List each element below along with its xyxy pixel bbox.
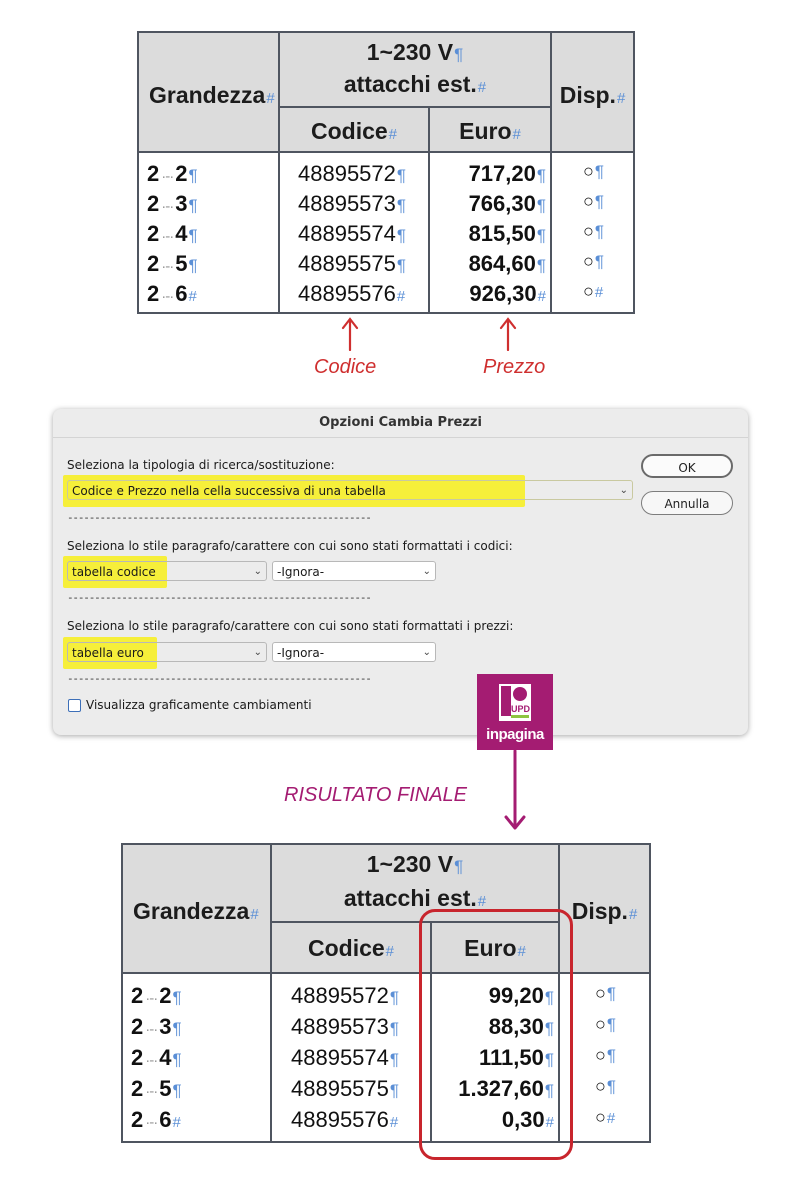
header-grandezza: Grandezza#: [149, 82, 275, 108]
code-cell: 48895572¶: [298, 161, 407, 186]
code-cell: 48895573¶: [298, 191, 407, 216]
availability-circle: ○¶: [595, 1014, 617, 1034]
annotation-codice: Codice: [314, 356, 377, 378]
price-cell: 1.327,60¶: [458, 1076, 554, 1101]
logo-text: inpagina: [486, 726, 544, 743]
code-cell: 48895575¶: [298, 251, 407, 276]
cancel-button[interactable]: Annulla: [641, 491, 733, 515]
price-cell: 766,30¶: [468, 191, 546, 216]
price-cell: 0,30#: [501, 1107, 554, 1132]
code-cell: 48895576#: [291, 1107, 399, 1132]
dialog-title: Opzioni Cambia Prezzi: [53, 409, 748, 438]
price-cell: 926,30#: [469, 281, 546, 306]
arrow-up-icon: [498, 317, 518, 351]
table-row: 2 ·-·6#: [131, 1107, 181, 1132]
code-cell: 48895572¶: [291, 983, 400, 1008]
header-attacchi: attacchi est.#: [343, 885, 487, 911]
availability-circle: ○¶: [595, 983, 617, 1003]
chevron-down-icon: ⌄: [253, 566, 262, 577]
header-disp: Disp.#: [559, 82, 626, 108]
header-codice: Codice#: [310, 118, 398, 144]
show-changes-label: Visualizza graficamente cambiamenti: [86, 698, 312, 712]
table-row: 2 ·-·3¶: [131, 1014, 182, 1039]
prices-style-select[interactable]: tabella euro ⌄: [67, 642, 267, 662]
availability-circle: ○¶: [583, 191, 605, 211]
search-type-select[interactable]: Codice e Prezzo nella cella successiva di una tabella ⌄: [67, 480, 633, 500]
codes-char-style-select[interactable]: -Ignora- ⌄: [272, 561, 436, 581]
header-disp: Disp.#: [571, 898, 638, 924]
price-cell: 111,50¶: [478, 1045, 554, 1070]
header-euro: Euro#: [459, 118, 521, 144]
availability-circle: ○¶: [583, 161, 605, 181]
table-row: 2 ·-·4¶: [147, 221, 198, 246]
table-row: 2 ·-·4¶: [131, 1045, 182, 1070]
header-codice: Codice#: [307, 935, 395, 961]
inpagina-logo: UPD inpagina: [477, 674, 553, 750]
chevron-down-icon: ⌄: [253, 647, 262, 658]
codes-style-label: Seleziona lo stile paragrafo/carattere con cui sono stati formattati i codici:: [67, 539, 513, 553]
search-type-label: Seleziona la tipologia di ricerca/sostituzione:: [67, 458, 335, 472]
code-cell: 48895573¶: [291, 1014, 400, 1039]
separator: --------------------------------------------------------: [67, 591, 371, 604]
table-row: 2 ·-·3¶: [147, 191, 198, 216]
code-cell: 48895576#: [298, 281, 406, 306]
arrow-down-icon: [503, 750, 527, 832]
availability-circle: ○¶: [595, 1076, 617, 1096]
codes-style-select[interactable]: tabella codice ⌄: [67, 561, 267, 581]
annotation-prezzo: Prezzo: [483, 356, 546, 378]
chevron-down-icon: ⌄: [619, 485, 628, 496]
euro-column-highlight: [419, 909, 573, 1160]
table-row: 2 ·-·5¶: [147, 251, 198, 276]
availability-circle: ○#: [583, 281, 604, 301]
chevron-down-icon: ⌄: [422, 566, 431, 577]
price-cell: 88,30¶: [488, 1014, 554, 1039]
availability-circle: ○#: [595, 1107, 616, 1127]
price-cell: 864,60¶: [468, 251, 546, 276]
code-cell: 48895574¶: [298, 221, 407, 246]
separator: --------------------------------------------------------: [67, 511, 371, 524]
original-price-table: [137, 31, 635, 314]
table-row: 2 ·-·6#: [147, 281, 197, 306]
separator: --------------------------------------------------------: [67, 672, 371, 685]
chevron-down-icon: ⌄: [422, 647, 431, 658]
arrow-up-icon: [340, 317, 360, 351]
prices-style-label: Seleziona lo stile paragrafo/carattere con cui sono stati formattati i prezzi:: [67, 619, 514, 633]
header-voltage: 1~230 V¶: [366, 39, 464, 65]
table-row: 2 ·-·5¶: [131, 1076, 182, 1101]
ok-button[interactable]: OK: [641, 454, 733, 478]
availability-circle: ○¶: [583, 251, 605, 271]
price-cell: 815,50¶: [468, 221, 546, 246]
price-cell: 717,20¶: [468, 161, 546, 186]
result-title: RISULTATO FINALE: [284, 784, 467, 806]
show-changes-checkbox[interactable]: [68, 699, 81, 712]
header-euro: Euro#: [464, 935, 526, 961]
table-row: 2 ·-·2¶: [131, 983, 182, 1008]
code-cell: 48895574¶: [291, 1045, 400, 1070]
price-cell: 99,20¶: [488, 983, 554, 1008]
options-dialog: [53, 409, 748, 735]
header-voltage: 1~230 V¶: [366, 851, 464, 877]
header-grandezza: Grandezza#: [133, 898, 259, 924]
availability-circle: ○¶: [583, 221, 605, 241]
availability-circle: ○¶: [595, 1045, 617, 1065]
prices-char-style-select[interactable]: -Ignora- ⌄: [272, 642, 436, 662]
header-attacchi: attacchi est.#: [343, 71, 487, 97]
code-cell: 48895575¶: [291, 1076, 400, 1101]
table-row: 2 ·-·2¶: [147, 161, 198, 186]
